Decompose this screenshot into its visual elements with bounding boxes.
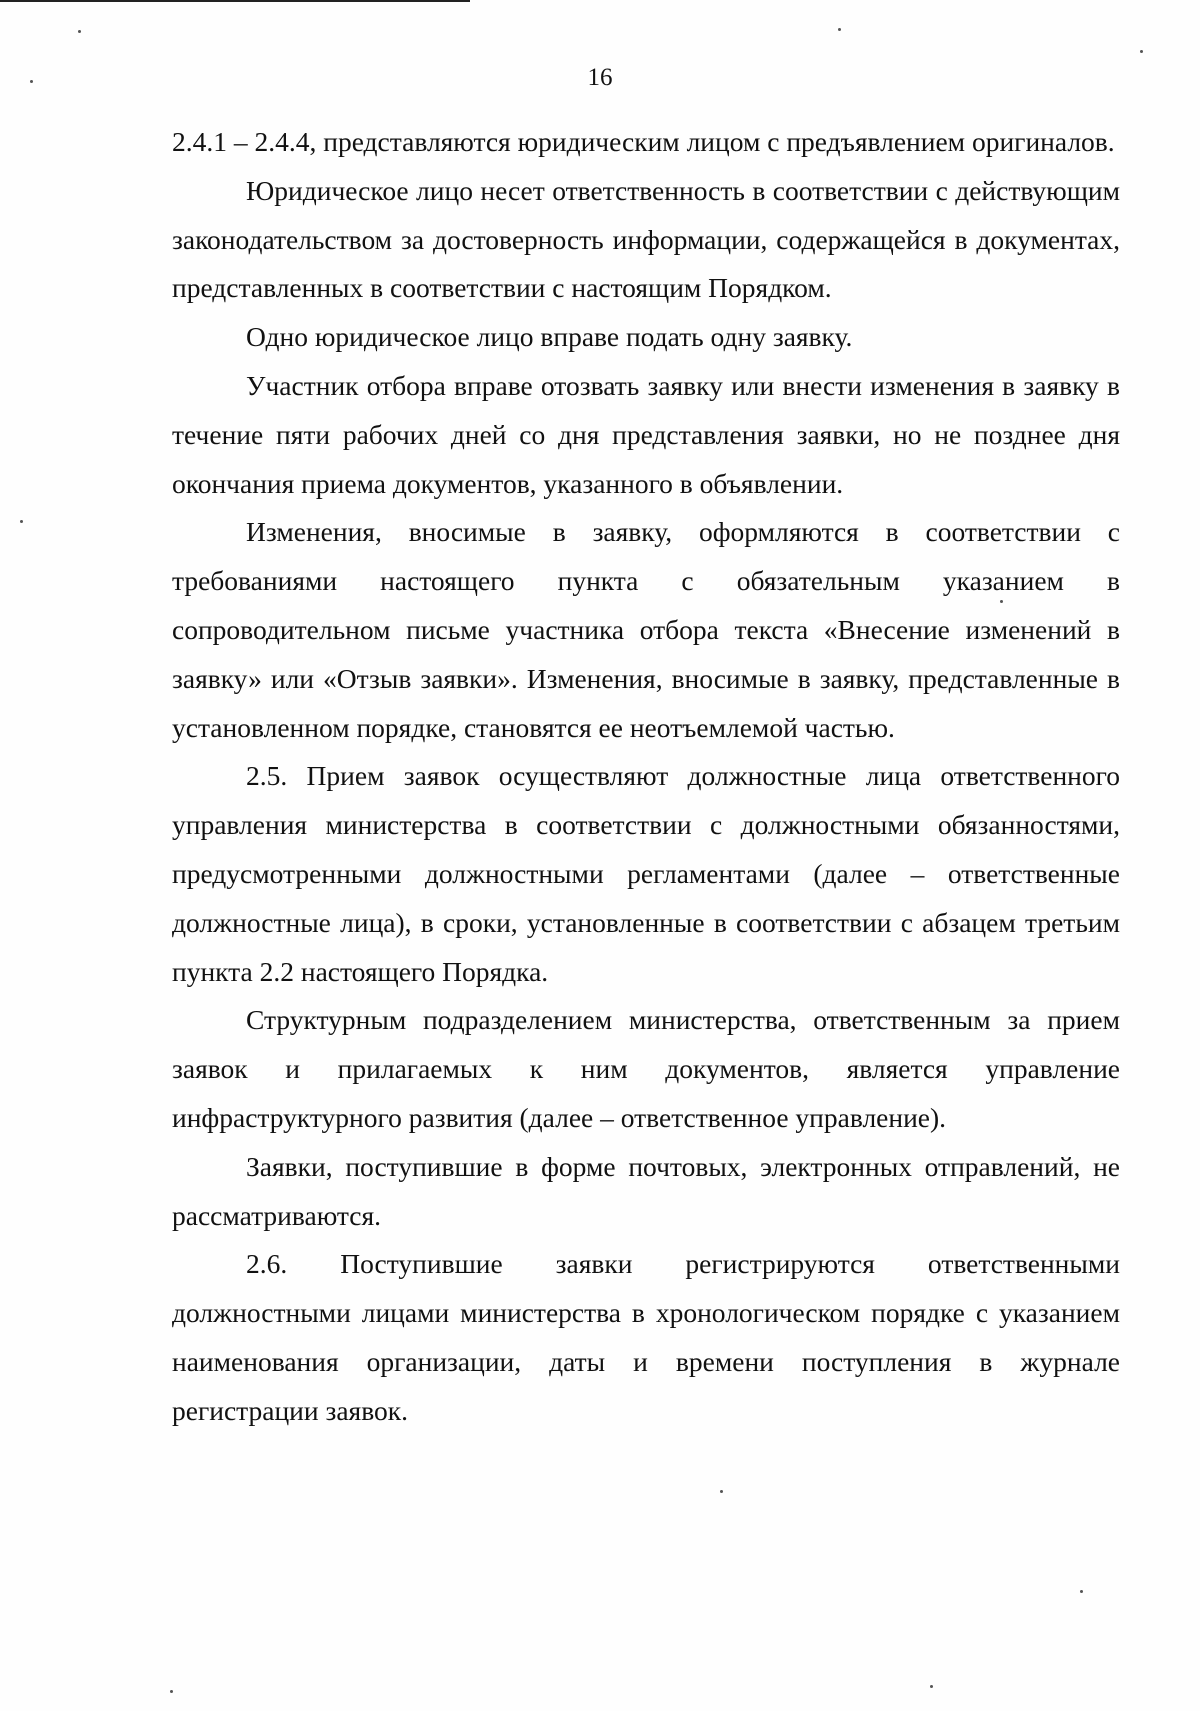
scan-speck: [78, 30, 81, 33]
paragraph-3: Одно юридическое лицо вправе подать одну заявку.: [246, 321, 853, 353]
scan-speck: [20, 520, 23, 523]
scan-speck: [170, 1690, 173, 1693]
paragraph-4: Участник отбора вправе отозвать заявку или внести изменения в заявку в течение пяти рабочих дней со дня представления заявки, но не позднее дня окончания приема документов, указанного в объявлении.: [172, 369, 1120, 499]
paragraph-8: Заявки, поступившие в форме почтовых, электронных отправлений, не рассматриваются.: [172, 1150, 1120, 1231]
paragraph-6: 2.5. Прием заявок осуществляют должностные лица ответственного управления министерства в соответствии с должностными обязанностями, предусмотренными должностными регламентами (далее – ответственные должностные лица), в сроки, установленные в соответствии с абзацем третьим пункта 2.2 настоящего Порядка.: [172, 760, 1120, 987]
scan-speck: [1080, 1590, 1083, 1593]
scan-speck: [930, 1685, 933, 1688]
paragraph-9: 2.6. Поступившие заявки регистрируются ответственными должностными лицами министерства в хронологическом порядке с указанием наименования организации, даты и времени поступления в журнале регистрации заявок.: [172, 1248, 1120, 1426]
scan-speck: [30, 80, 33, 83]
scan-speck: [1000, 600, 1003, 603]
scan-edge-line: [0, 0, 470, 2]
scan-speck: [720, 1490, 723, 1493]
paragraph-1: 2.4.1 – 2.4.4, представляются юридическим лицом с предъявлением оригиналов.: [172, 126, 1115, 157]
paragraph-2: Юридическое лицо несет ответственность в соответствии с действующим законодательством за достоверность информации, содержащейся в документах, представленных в соответствии с настоящим Порядком.: [172, 174, 1120, 304]
paragraph-5: Изменения, вносимые в заявку, оформляются в соответствии с требованиями настоящего пункта с обязательным указанием в сопроводительном письме участника отбора текста «Внесение изменений в заявку» или «Отзыв заявки». Изменения, вносимые в заявку, представленные в установленном порядке, становятся ее неотъемлемой частью.: [172, 516, 1120, 743]
page-number: 16: [587, 64, 613, 91]
scan-speck: [838, 28, 841, 31]
paragraph-7: Структурным подразделением министерства, ответственным за прием заявок и прилагаемых к ним документов, является управление инфраструктурного развития (далее – ответственное управление).: [172, 1004, 1120, 1133]
scan-speck: [1140, 50, 1143, 53]
document-body: [172, 118, 1120, 1436]
